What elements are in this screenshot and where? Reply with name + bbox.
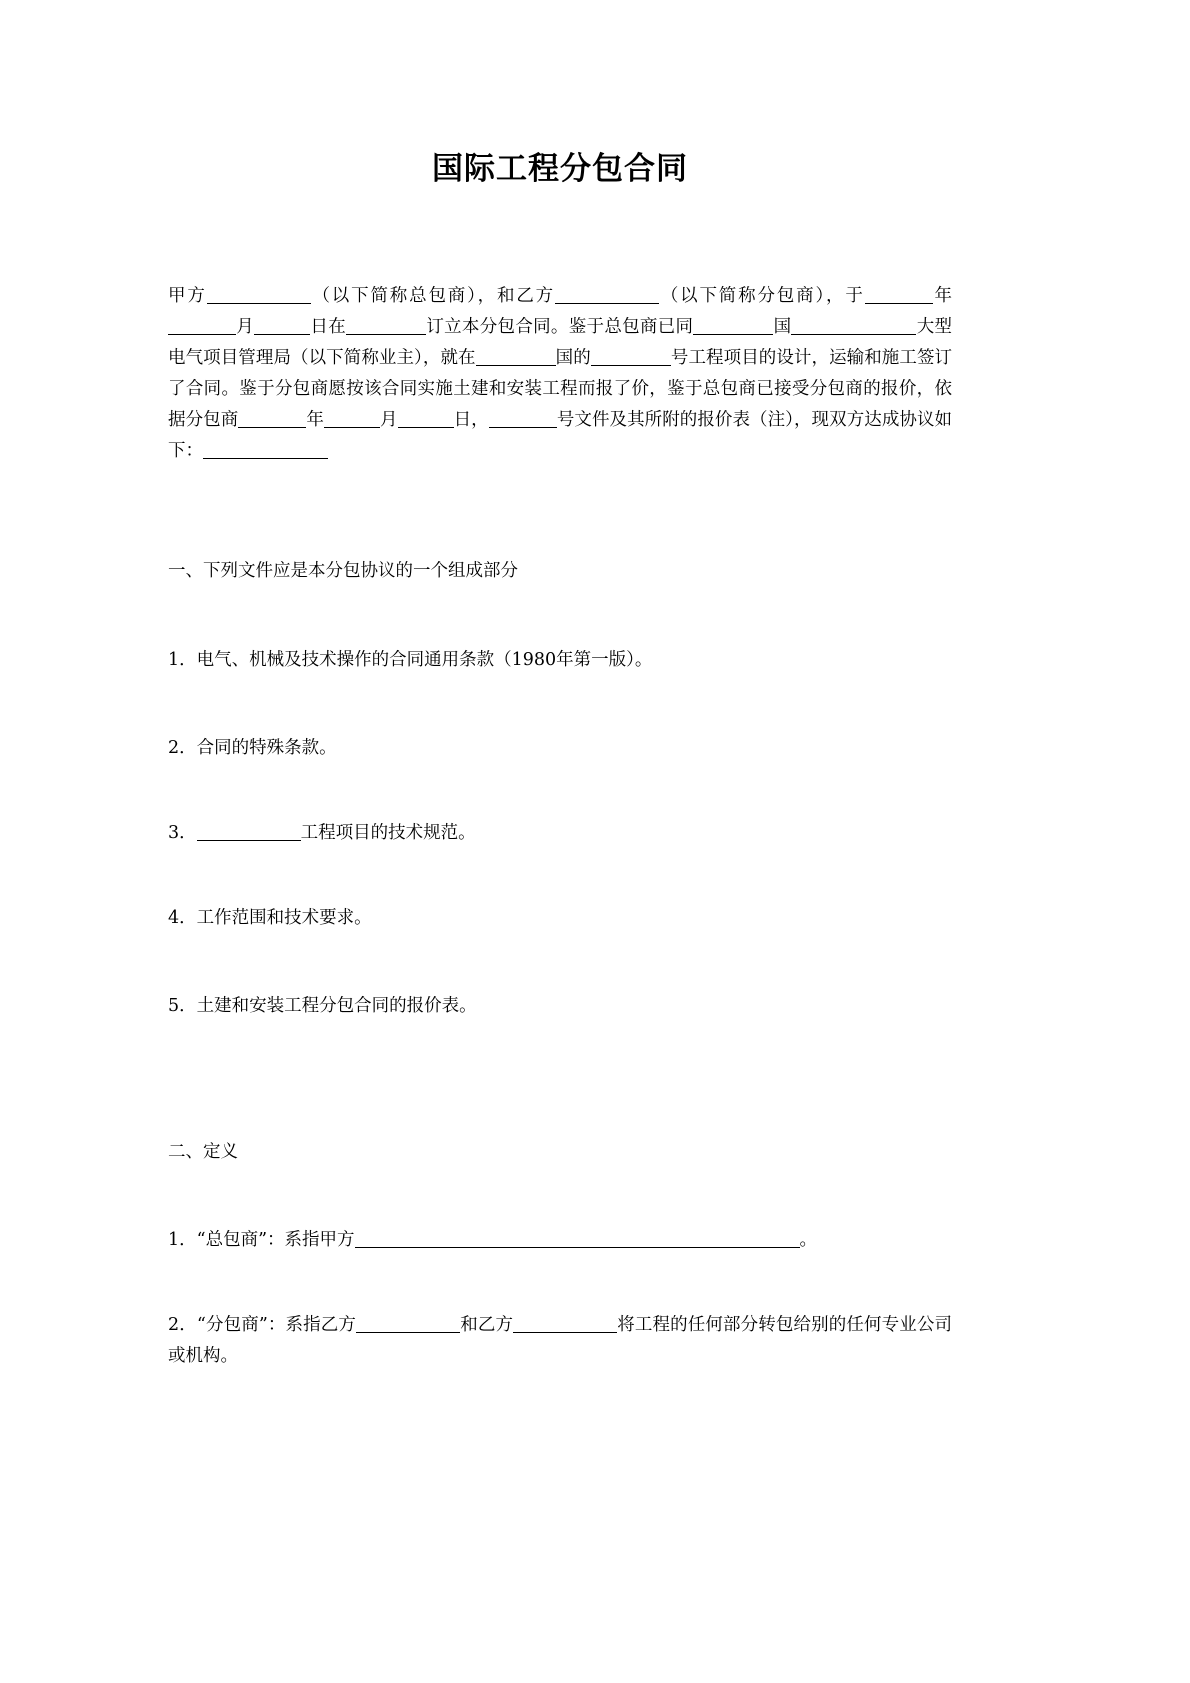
lead-text-5: 月	[236, 316, 255, 337]
lead-text-4: 年	[932, 285, 953, 306]
item-text: 合同的特殊条款。	[196, 738, 337, 758]
lead-text-9: 大型电气项目管理局（以下简称业主），就在	[168, 316, 953, 368]
lead-text-7: 订立本分包合同。鉴于总包商已同	[426, 316, 694, 337]
item-number: 4．	[168, 908, 197, 928]
lead-text-11: 号工程项目的设计，运输和施工签订了合同。鉴于分包商愿按该合同实施土建和安装工程而报了价，鉴于总包商已接受分包商的报价，依据分包商	[168, 347, 953, 430]
lead-text-14: 日，	[453, 409, 489, 430]
definition-label: “总包商”：系指甲方	[196, 1230, 355, 1250]
lead-text-13: 月	[379, 409, 398, 430]
blank-month-1[interactable]	[168, 317, 236, 335]
page-title: 国际工程分包合同	[432, 151, 688, 187]
definition-label: “分包商”：系指乙方	[196, 1315, 357, 1335]
list-item	[168, 645, 952, 676]
lead-text-6: 日在	[310, 316, 347, 337]
blank-party-a[interactable]	[207, 286, 311, 304]
definition-tail: 。	[799, 1230, 818, 1250]
item-text: 工作范围和技术要求。	[196, 908, 372, 928]
blank-month-2[interactable]	[324, 410, 380, 428]
lead-text-2: （以下简称总包商），和乙方	[310, 285, 555, 306]
section-two-heading: 二、定义	[168, 1142, 238, 1162]
item-text: 工程项目的技术规范。	[300, 823, 476, 843]
item-number: 3．	[168, 823, 197, 843]
lead-text-3: （以下简称分包商），于	[659, 285, 865, 306]
list-item	[168, 733, 952, 764]
blank-party-b[interactable]	[555, 286, 659, 304]
blank-signing-place[interactable]	[346, 317, 426, 335]
list-item	[168, 903, 952, 934]
definition-tail: 将工程的任何部分转包给别的任何专业公司或机构。	[168, 1315, 952, 1366]
blank-contractor-name[interactable]	[355, 1230, 800, 1248]
item-text: 土建和安装工程分包合同的报价表。	[196, 996, 477, 1016]
item-number: 1．	[168, 650, 197, 670]
blank-year-2[interactable]	[238, 410, 306, 428]
blank-spec-project[interactable]	[197, 823, 301, 841]
blank-country-2[interactable]	[476, 348, 556, 366]
lead-text-12: 年	[306, 409, 324, 430]
blank-project-no[interactable]	[591, 348, 671, 366]
list-item	[168, 1225, 952, 1256]
lead-paragraph	[168, 281, 952, 467]
blank-day-2[interactable]	[398, 410, 454, 428]
list-item	[168, 1310, 952, 1372]
lead-text-8: 国	[773, 316, 792, 337]
lead-text-1: 甲方	[168, 285, 207, 306]
list-item	[168, 991, 952, 1022]
blank-doc-no[interactable]	[489, 410, 557, 428]
item-number: 1．	[168, 1230, 197, 1250]
item-text: 电气、机械及技术操作的合同通用条款（1980年第一版）。	[196, 650, 653, 670]
item-number: 2．	[168, 738, 197, 758]
blank-authority[interactable]	[791, 317, 916, 335]
lead-text-10: 国的	[555, 347, 591, 368]
blank-country-1[interactable]	[693, 317, 773, 335]
blank-day-1[interactable]	[254, 317, 310, 335]
blank-year-1[interactable]	[865, 286, 933, 304]
definition-middle: 和乙方	[460, 1315, 514, 1335]
item-number: 2．	[168, 1315, 197, 1335]
list-item	[168, 818, 952, 849]
lead-text-15: 号文件及其所附的报价表（注），现双方达成协议如下：	[168, 409, 953, 461]
blank-agreement-tail[interactable]	[203, 441, 328, 459]
blank-subcontractor-1[interactable]	[356, 1315, 460, 1333]
item-number: 5．	[168, 996, 197, 1016]
section-one-heading: 一、下列文件应是本分包协议的一个组成部分	[168, 561, 518, 581]
blank-subcontractor-2[interactable]	[513, 1315, 617, 1333]
